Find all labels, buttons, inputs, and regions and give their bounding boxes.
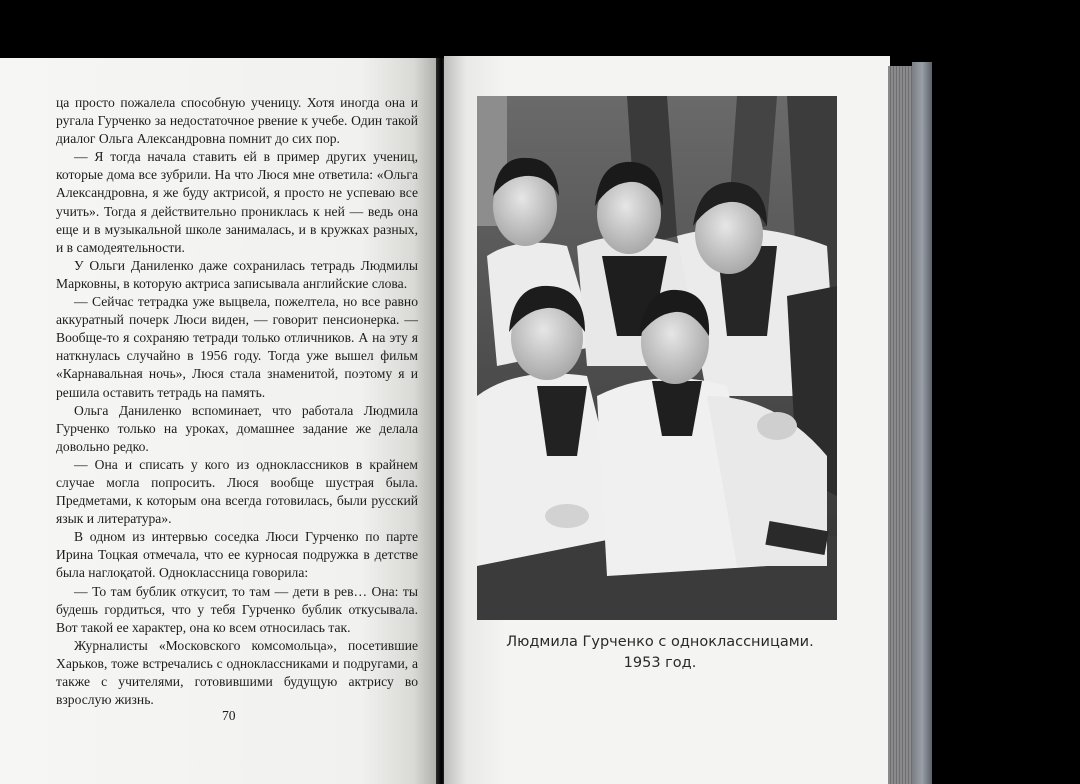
caption-line: 1953 год.: [623, 655, 697, 671]
paragraph: Журналисты «Московского комсомольца», посетившие Харьков, тоже встречались с одноклассниками и подругами, а также с учителями, готовившими будущую актрису во взрослую жизнь.: [56, 637, 418, 708]
paragraph: Ольга Даниленко вспоминает, что работала Людмила Гурченко только на уроках, домашнее задание же делала довольно редко.: [56, 402, 418, 454]
left-page-text: [56, 94, 418, 709]
paragraph: — Сейчас тетрадка уже выцвела, пожелтела, но все равно аккуратный почерк Люси виден, — говорит пенсионерка. — Вообще-то я сохраняю тетради только отличников. А на эту я наткнулась случайно в 1956 году. Тогда уже вышел фильм «Карнавальная ночь», Люся стала знаменитой, поэтому я и решила оставить тетрадь на память.: [56, 294, 418, 400]
paragraph: — Я тогда начала ставить ей в пример других учениц, которые дома все зубрили. На что Люся мне ответила: «Ольга Александровна, я же буду актрисой, я просто не успеваю все учить». Тогда я действительно прониклась к ней — ведь она еще и в музыкальной школе занималась, и в кружках разных, и в самодеятельности.: [56, 149, 418, 255]
paragraph: ца просто пожалела способную ученицу. Хотя иногда она и ругала Гурченко за недостаточное рвение к учебе. Один такой диалог Ольга Александровна помнит до сих пор.: [56, 95, 418, 147]
paragraph: — Она и списать у кого из одноклассников в крайнем случае могла попросить. Люся вообще шустрая была. Предметами, к которым она всегда готовилась, были русский язык и литература».: [56, 456, 418, 527]
paragraph: — То там бублик откусит, то там — дети в рев… Она: ты будешь гордиться, что у тебя Гурченко бублик откусывала. Вот такой ее характер, она ко всем относилась так.: [56, 583, 418, 635]
page-number: 70: [222, 708, 236, 723]
paragraph: У Ольги Даниленко даже сохранилась тетрадь Людмилы Марковны, в которую актриса записывала английские слова.: [56, 257, 418, 291]
left-page: [0, 58, 440, 784]
photo-caption: [490, 632, 830, 674]
group-photo: [477, 96, 837, 620]
caption-line: Людмила Гурченко с одноклассницами.: [506, 634, 814, 650]
book-cover-edge: [912, 62, 932, 784]
paragraph: В одном из интервью соседка Люси Гурченко по парте Ирина Тоцкая отмечала, что ее курносая подружка в детстве была наглоқатой. Одноклассница говорила:: [56, 529, 418, 581]
